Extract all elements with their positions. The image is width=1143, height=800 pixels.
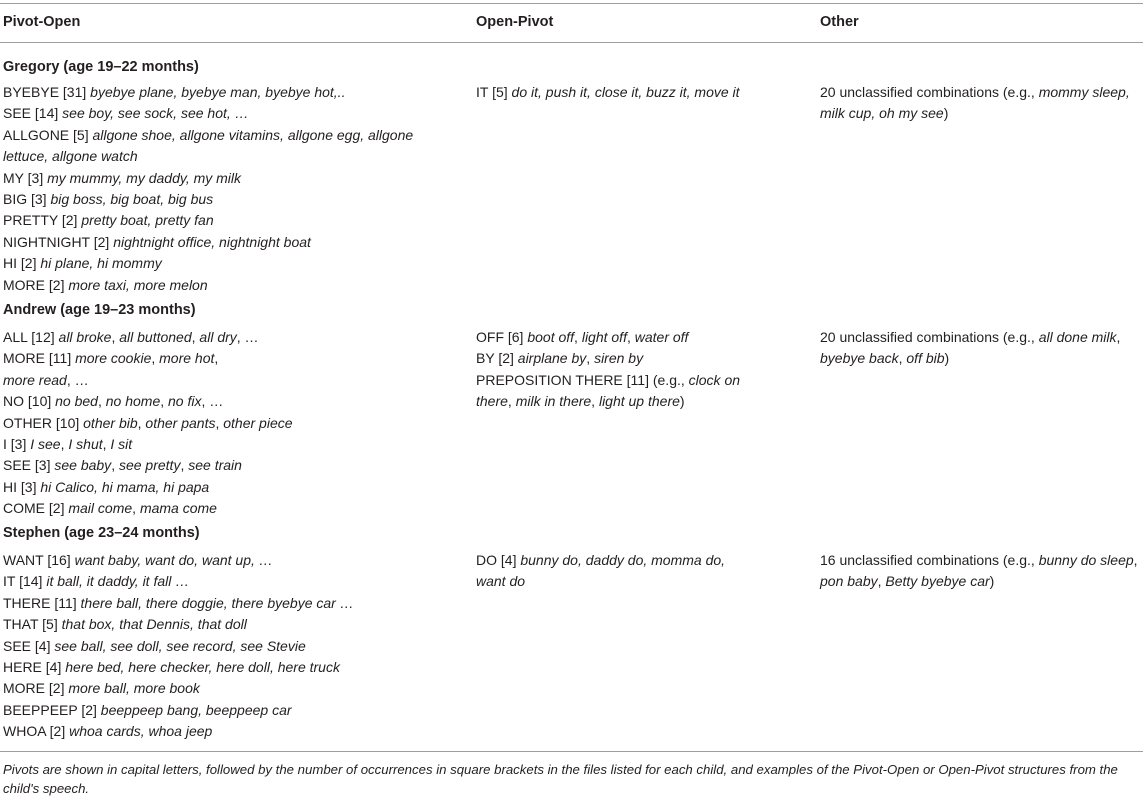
pivot-word: HI [3] [3, 478, 41, 495]
plain-text: , [191, 329, 200, 345]
example-text: other piece [223, 414, 293, 431]
plain-text: , [1133, 552, 1138, 568]
pivot-word: BEEPPEEP [2] [3, 701, 101, 718]
open-pivot-cell [476, 550, 806, 593]
example-text: mommy sleep, milk cup, oh my see [820, 84, 1130, 122]
pivot-word: BY [2] [476, 350, 518, 367]
child-heading-gregory: Gregory (age 19–22 months) [3, 59, 199, 75]
pivot-line [3, 232, 463, 253]
example-text: I sit [110, 436, 133, 453]
pivot-word: MORE [11] [3, 350, 76, 367]
pivot-word: SEE [14] [3, 105, 63, 122]
example-text: byebye plane, byebye man, byebye hot,.. [90, 84, 346, 100]
pivot-line [3, 657, 463, 678]
pivot-word: THERE [11] [3, 594, 81, 611]
pivot-line [476, 327, 806, 348]
plain-text: , [180, 457, 189, 474]
pivot-line [3, 455, 463, 476]
plain-text: 20 unclassified combinations (e.g., [820, 84, 1039, 100]
plain-text: ) [679, 393, 685, 410]
plain-text: , [111, 329, 120, 345]
plain-text: , [586, 350, 595, 367]
example-text: bunny do sleep [1038, 552, 1134, 568]
example-text: pretty boat, pretty fan [81, 212, 214, 229]
plain-text: , [102, 436, 111, 453]
plain-text: , [591, 393, 599, 410]
pivot-word: THAT [5] [3, 616, 62, 633]
header-open-pivot: Open-Pivot [476, 14, 554, 30]
plain-text: , [137, 414, 146, 431]
plain-text: , … [201, 393, 224, 410]
pivot-line [3, 700, 463, 721]
plain-text: 16 unclassified combinations (e.g., [820, 552, 1039, 568]
other-cell [820, 327, 1140, 370]
example-text: see baby [54, 457, 112, 474]
plain-text: ) [944, 350, 950, 367]
pivot-line [3, 434, 463, 455]
example-text: nightnight office, nightnight boat [113, 233, 311, 250]
example-text: more hot [159, 350, 215, 367]
pivot-word: NIGHTNIGHT [2] [3, 233, 114, 250]
pivot-word: OFF [6] [476, 329, 528, 345]
example-text: off bib [906, 350, 945, 367]
plain-text: , [60, 436, 69, 453]
example-text: airplane by [517, 350, 587, 367]
pivot-line [3, 477, 463, 498]
pivot-word: ALL [12] [3, 329, 59, 345]
pivot-word: PRETTY [2] [3, 212, 82, 229]
pivot-line [3, 189, 463, 210]
example-text: other bib [83, 414, 138, 431]
plain-text: , [160, 393, 169, 410]
pivot-word: COME [2] [3, 500, 69, 517]
example-text: all buttoned [119, 329, 192, 345]
plain-text: , … [236, 329, 259, 345]
pivot-word: I [3] [3, 436, 31, 453]
example-text: lettuce, allgone watch [3, 148, 138, 165]
example-text: Betty byebye car [885, 573, 990, 590]
pivot-line [3, 391, 463, 412]
example-text: here bed, here checker, here doll, here truck [65, 659, 340, 676]
example-text: mama come [139, 500, 217, 517]
example-text: that box, that Dennis, that doll [61, 616, 247, 633]
plain-text: , … [66, 371, 89, 388]
open-pivot-cell [476, 82, 806, 103]
plain-text: (e.g., [652, 371, 689, 388]
example-text: want baby, want do, want up, … [74, 552, 273, 568]
pivot-line [3, 253, 463, 274]
plain-text: ) [943, 105, 949, 122]
pivot-line [3, 348, 463, 369]
example-text: more read [3, 371, 67, 388]
other-cell [820, 82, 1140, 125]
pivot-word: NO [10] [3, 393, 56, 410]
pivot-line [3, 498, 463, 519]
top-rule [0, 3, 1143, 4]
example-text: no fix [168, 393, 202, 410]
pivot-word: BIG [3] [3, 191, 51, 208]
example-text: more taxi, more melon [68, 276, 208, 293]
example-text: it ball, it daddy, it fall … [46, 573, 190, 590]
pivot-word: MORE [2] [3, 680, 69, 697]
example-text: clock on [688, 371, 741, 388]
header-rule [0, 42, 1143, 43]
example-text: mail come [68, 500, 133, 517]
pivot-word: DO [4] [476, 552, 521, 568]
example-text: I see [30, 436, 61, 453]
header-pivot-open: Pivot-Open [3, 14, 81, 30]
example-text: beeppeep bang, beeppeep car [100, 701, 292, 718]
pivot-line [476, 571, 806, 592]
example-text: light up there [598, 393, 680, 410]
pivot-line [476, 550, 806, 571]
plain-text: , [877, 573, 886, 590]
pivot-line [3, 275, 463, 296]
example-text: light off [581, 329, 627, 345]
pivot-line [3, 571, 463, 592]
example-text: allgone shoe, allgone vitamins, allgone egg, allgone [92, 126, 414, 143]
example-text: no bed [55, 393, 98, 410]
child-heading-andrew: Andrew (age 19–23 months) [3, 302, 196, 318]
pivot-line [3, 413, 463, 434]
example-text: see boy, see sock, see hot, … [62, 105, 249, 122]
pivot-word: WANT [16] [3, 552, 75, 568]
pivot-word: BYEBYE [31] [3, 84, 91, 100]
pivot-line [3, 146, 463, 167]
pivot-word: HI [2] [3, 255, 41, 272]
pivot-line [3, 103, 463, 124]
child-heading-stephen: Stephen (age 23–24 months) [3, 525, 200, 541]
pivot-line [3, 210, 463, 231]
pivot-line [476, 370, 806, 391]
other-cell [820, 550, 1140, 593]
example-text: whoa cards, whoa jeep [69, 723, 213, 740]
example-text: all broke [58, 329, 112, 345]
example-text: see train [188, 457, 242, 474]
bottom-rule [0, 751, 1143, 752]
pivot-word: PREPOSITION THERE [11] [476, 371, 653, 388]
example-text: bunny do, daddy do, momma do, [520, 552, 726, 568]
plain-text: , [151, 350, 160, 367]
example-text: no home [105, 393, 161, 410]
example-text: see pretty [118, 457, 181, 474]
plain-text: , [626, 329, 635, 345]
pivot-line [3, 125, 463, 146]
plain-text: , [214, 350, 219, 367]
example-text: my mummy, my daddy, my milk [47, 169, 242, 186]
table-footnote: Pivots are shown in capital letters, followed by the number of occurrences in square brackets in the files listed for each child, and examples of the Pivot-Open or Open-Pivot structures from the child's speech. [3, 762, 1118, 796]
plain-text: , [574, 329, 582, 345]
pivot-line [3, 593, 463, 614]
pivot-word: OTHER [10] [3, 414, 84, 431]
example-text: more ball, more book [68, 680, 200, 697]
example-text: do it, push it, close it, buzz it, move it [511, 84, 740, 100]
pivot-line [476, 348, 806, 369]
pivot-word: IT [14] [3, 573, 47, 590]
plain-text: 20 unclassified combinations (e.g., [820, 329, 1039, 345]
pivot-word: SEE [3] [3, 457, 55, 474]
pivot-line [476, 391, 806, 412]
pivot-open-cell [3, 327, 463, 520]
open-pivot-cell [476, 327, 806, 413]
example-text: boot off [527, 329, 575, 345]
example-text: want do [476, 573, 526, 590]
plain-text: , [507, 393, 516, 410]
pivot-word: WHOA [2] [3, 723, 70, 740]
pivot-line [3, 721, 463, 742]
example-text: milk in there [515, 393, 592, 410]
example-text: all dry [199, 329, 237, 345]
example-text: byebye back [820, 350, 899, 367]
pivot-line [3, 678, 463, 699]
pivot-line [3, 168, 463, 189]
pivot-line [3, 82, 463, 103]
plain-text: , [97, 393, 106, 410]
pivot-open-cell [3, 82, 463, 296]
pivot-word: SEE [4] [3, 637, 55, 654]
example-text: there [476, 393, 508, 410]
example-text: water off [634, 329, 689, 345]
example-text: I shut [68, 436, 103, 453]
pivot-word: MORE [2] [3, 276, 69, 293]
plain-text: ) [989, 573, 995, 590]
example-text: there ball, there doggie, there byebye car … [80, 594, 354, 611]
plain-text: , [215, 414, 224, 431]
pivot-line [3, 370, 463, 391]
pivot-line [3, 550, 463, 571]
pivot-line [3, 327, 463, 348]
example-text: more cookie [75, 350, 152, 367]
example-text: see ball, see doll, see record, see Stevie [54, 637, 306, 654]
pivot-line [3, 614, 463, 635]
plain-text: , [1116, 329, 1121, 345]
pivot-line [3, 636, 463, 657]
example-text: siren by [594, 350, 644, 367]
pivot-word: ALLGONE [5] [3, 126, 93, 143]
example-text: hi plane, hi mommy [40, 255, 162, 272]
example-text: all done milk [1038, 329, 1117, 345]
pivot-word: MY [3] [3, 169, 48, 186]
plain-text: , [898, 350, 907, 367]
pivot-line [476, 82, 806, 103]
example-text: hi Calico, hi mama, hi papa [40, 478, 210, 495]
example-text: pon baby [820, 573, 878, 590]
pivot-open-cell [3, 550, 463, 743]
header-other: Other [820, 14, 859, 30]
plain-text: , [132, 500, 140, 517]
example-text: big boss, big boat, big bus [50, 191, 214, 208]
plain-text: , [111, 457, 119, 474]
pivot-word: HERE [4] [3, 659, 66, 676]
pivot-word: IT [5] [476, 84, 512, 100]
example-text: other pants [145, 414, 216, 431]
